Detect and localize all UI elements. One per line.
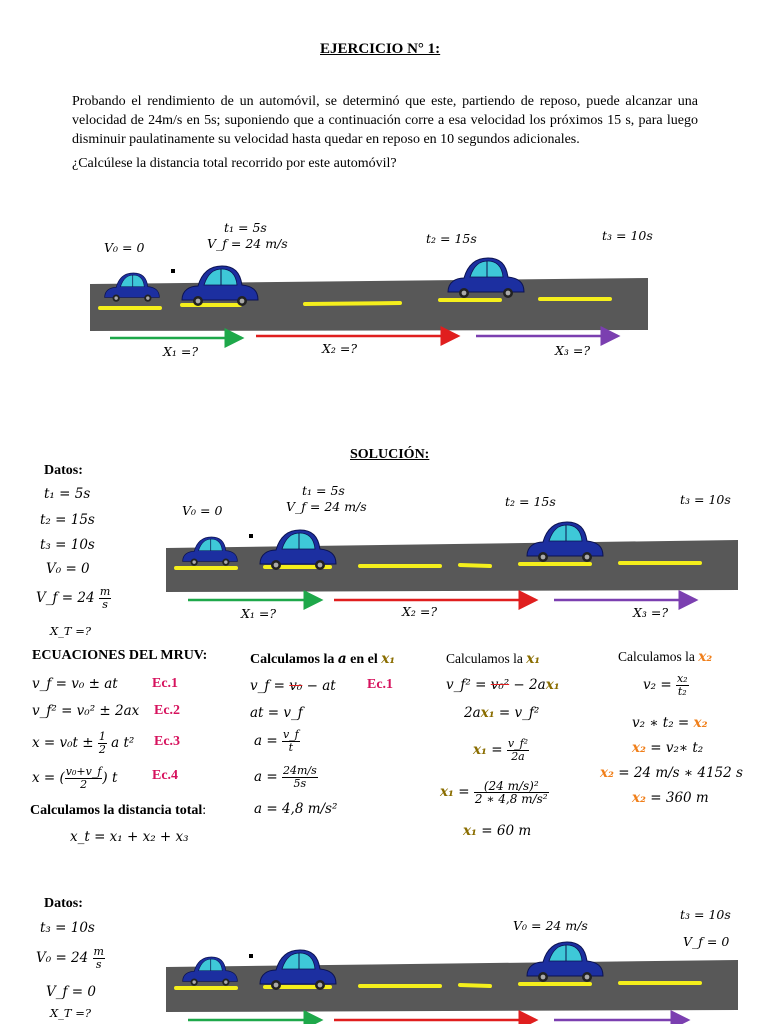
title-part: Calculamos la xyxy=(618,649,699,664)
x2-symbol: x₂ xyxy=(632,790,646,806)
datos-vf xyxy=(36,586,111,611)
label-t3: t₃ = 10s xyxy=(680,492,731,507)
car-icon xyxy=(527,942,603,982)
eq4-part: x = ( xyxy=(32,770,65,786)
car-icon xyxy=(527,522,603,562)
x2-symbol: x₂ xyxy=(693,715,708,731)
eq-part: v₂ ∗ t₂ = xyxy=(632,715,694,731)
frac-den: 5s xyxy=(293,777,307,790)
eq-part: = v₂∗ t₂ xyxy=(645,740,704,756)
calc-x1-line-2 xyxy=(464,705,539,721)
eq3-part: x = v₀t ± xyxy=(32,735,94,751)
datos2-vf: V_f = 0 xyxy=(46,984,96,1000)
equation-3-label: Ec.3 xyxy=(154,734,181,749)
road-diagram-1 xyxy=(90,278,648,331)
calc-x1-result xyxy=(463,823,531,839)
struck-term: v₀ xyxy=(289,678,303,694)
eq3-part: a t² xyxy=(111,735,135,751)
label-x3: X₃ =? xyxy=(633,605,669,620)
label-vf: V_f = 24 m/s xyxy=(286,499,367,514)
road-diagram-3 xyxy=(166,960,738,1012)
eq-part: a = xyxy=(254,769,282,785)
frac-den: t₂ xyxy=(677,685,687,698)
car-icon xyxy=(448,258,524,298)
calc-x1-line-1 xyxy=(446,677,560,693)
calc-x1-line-4 xyxy=(440,780,549,805)
eq-part: − at xyxy=(302,678,336,694)
title-x1: x₁ xyxy=(526,651,541,667)
label-t1: t₁ = 5s xyxy=(224,220,267,235)
frac-den: s xyxy=(102,598,108,611)
frac-den: t xyxy=(288,741,294,754)
frac-num: (24 m/s)² xyxy=(474,780,549,793)
datos-v0: V₀ = 0 xyxy=(46,561,90,577)
equation-4 xyxy=(32,766,117,791)
label-t3: t₃ = 10s xyxy=(602,228,653,243)
title-part: en el xyxy=(346,652,382,667)
equation-1-label: Ec.1 xyxy=(152,676,179,691)
x1-symbol: x₁ xyxy=(480,705,495,721)
x2-symbol: x₂ xyxy=(632,740,646,756)
frac-den: 2 xyxy=(80,778,88,791)
page-title: EJERCICIO N° 1: xyxy=(320,41,441,57)
title-part: Calculamos la xyxy=(446,651,527,666)
eq4-part: ) t xyxy=(102,770,118,786)
eq-part: a = xyxy=(254,733,282,749)
equation-4-label: Ec.4 xyxy=(152,768,179,783)
car-icon xyxy=(260,950,336,990)
total-title-text: Calculamos la distancia total xyxy=(30,803,203,818)
title-x1: x₁ xyxy=(381,651,396,667)
equation-2: v_f² = v₀² ± 2ax xyxy=(32,703,140,719)
frac-num: v_f² xyxy=(507,737,529,750)
frac-num: v₀+v_f xyxy=(65,765,102,778)
car-icon xyxy=(260,530,336,570)
x2-symbol: x₂ xyxy=(600,765,614,781)
label-v0: V₀ = 0 xyxy=(182,503,223,518)
frac-num: v_f xyxy=(282,728,299,741)
frac-den: 2 ∗ 4,8 m/s² xyxy=(474,792,548,806)
eq-part: = 24 m/s ∗ 4152 s xyxy=(613,765,743,781)
eq-part: − 2a xyxy=(509,677,546,693)
datos-t3: t₃ = 10s xyxy=(40,537,95,553)
datos-xt: X_T =? xyxy=(50,624,92,638)
road-diagram-2 xyxy=(166,540,738,592)
calc-x2-title xyxy=(618,649,712,665)
frac-den: s xyxy=(95,958,102,971)
datos-vf-lhs: V_f = 24 xyxy=(36,590,95,606)
label-t2: t₂ = 15s xyxy=(505,494,556,509)
eq-part: = 360 m xyxy=(645,790,709,806)
label-t1: t₁ = 5s xyxy=(302,483,345,498)
label-x3: X₃ =? xyxy=(555,343,591,358)
eq-part: = xyxy=(486,742,507,758)
equation-2-label: Ec.2 xyxy=(154,703,181,718)
calc-x2-line-3 xyxy=(632,740,703,756)
frac-den: 2 xyxy=(98,743,106,756)
datos2-v0 xyxy=(36,946,105,971)
eq-part: 2a xyxy=(464,705,481,721)
frac-den: 2a xyxy=(511,750,525,763)
label-x1: X₁ =? xyxy=(241,606,277,621)
calc-x1-title xyxy=(446,651,540,667)
frac-num: x₂ xyxy=(676,672,688,685)
calc-a-line-4 xyxy=(254,765,318,790)
eq-part: v_f = xyxy=(250,678,290,694)
x1-symbol: x₁ xyxy=(463,823,477,839)
car-icon xyxy=(183,537,238,566)
label-t2: t₂ = 15s xyxy=(426,231,477,246)
label-x2: X₂ =? xyxy=(322,341,358,356)
eq-part: = 60 m xyxy=(476,823,532,839)
car-icon xyxy=(183,957,238,986)
frac-num: 24m/s xyxy=(282,764,317,777)
label-vf: V_f = 0 xyxy=(683,934,730,949)
frac-num: 1 xyxy=(98,730,106,743)
datos2-title: Datos: xyxy=(44,896,83,911)
problem-paragraph: Probando el rendimiento de un automóvil, se determinó que este, partiendo de reposo, puede alcanzar una velocidad de 24m/s en 5s; suponiendo que a continuación corre a esa velocidad los próximos 15 s, para luego disminuir paulatinamente su velocidad hasta quedar en reposo en 10 segundos adicionales. xyxy=(72,94,698,147)
equation-3 xyxy=(32,731,134,756)
car-icon xyxy=(105,273,160,302)
solution-title: SOLUCIÓN: xyxy=(350,447,430,462)
datos2-v0-lhs: V₀ = 24 xyxy=(36,950,89,966)
datos-t2: t₂ = 15s xyxy=(40,512,95,528)
eq-part: v_f² = xyxy=(446,677,491,693)
label-x2: X₂ =? xyxy=(402,604,438,619)
calc-x1-line-3 xyxy=(473,738,529,763)
total-equation: x_t = x₁ + x₂ + x₃ xyxy=(70,829,189,845)
label-vf: V_f = 24 m/s xyxy=(207,236,288,251)
eq-part: v₂ = xyxy=(643,677,676,693)
calc-x2-result xyxy=(632,790,709,806)
label-v0: V₀ = 0 xyxy=(104,240,145,255)
title-x2: x₂ xyxy=(698,649,713,665)
title-symbol: a xyxy=(337,651,347,667)
datos-title: Datos: xyxy=(44,463,83,478)
x1-symbol: x₁ xyxy=(545,677,560,693)
problem-question: ¿Calcúlese la distancia total recorrido por este automóvil? xyxy=(72,156,397,171)
x1-symbol: x₁ xyxy=(473,742,487,758)
equation-1: v_f = v₀ ± at xyxy=(32,676,118,692)
x1-symbol: x₁ xyxy=(440,784,454,800)
datos2-xt: X_T =? xyxy=(50,1006,92,1020)
eq-part: = xyxy=(453,784,474,800)
eq-part: = v_f² xyxy=(494,705,540,721)
datos-t1: t₁ = 5s xyxy=(44,486,91,502)
calc-a-line-1 xyxy=(250,678,336,694)
total-title-colon: : xyxy=(202,803,207,818)
struck-term: v₀² xyxy=(490,677,510,693)
calc-x2-line-2 xyxy=(632,715,708,731)
title-part: Calculamos la xyxy=(250,652,338,667)
calc-a-line-3 xyxy=(254,729,300,754)
label-v0: V₀ = 24 m/s xyxy=(513,918,588,933)
datos2-t3: t₃ = 10s xyxy=(40,920,95,936)
equations-title: ECUACIONES DEL MRUV: xyxy=(32,648,208,663)
car-icon xyxy=(182,266,258,306)
frac-num: m xyxy=(93,945,104,958)
calc-x2-line-1 xyxy=(643,673,689,698)
label-x1: X₁ =? xyxy=(163,344,199,359)
total-title xyxy=(30,803,206,819)
calc-a-title xyxy=(250,651,395,668)
frac-num: m xyxy=(99,585,111,598)
calc-a-line-2: at = v_f xyxy=(250,705,303,721)
calc-a-result: a = 4,8 m/s² xyxy=(254,801,338,817)
calc-x2-line-4 xyxy=(600,765,743,781)
calc-a-eq-label: Ec.1 xyxy=(367,677,394,692)
label-t3: t₃ = 10s xyxy=(680,907,731,922)
